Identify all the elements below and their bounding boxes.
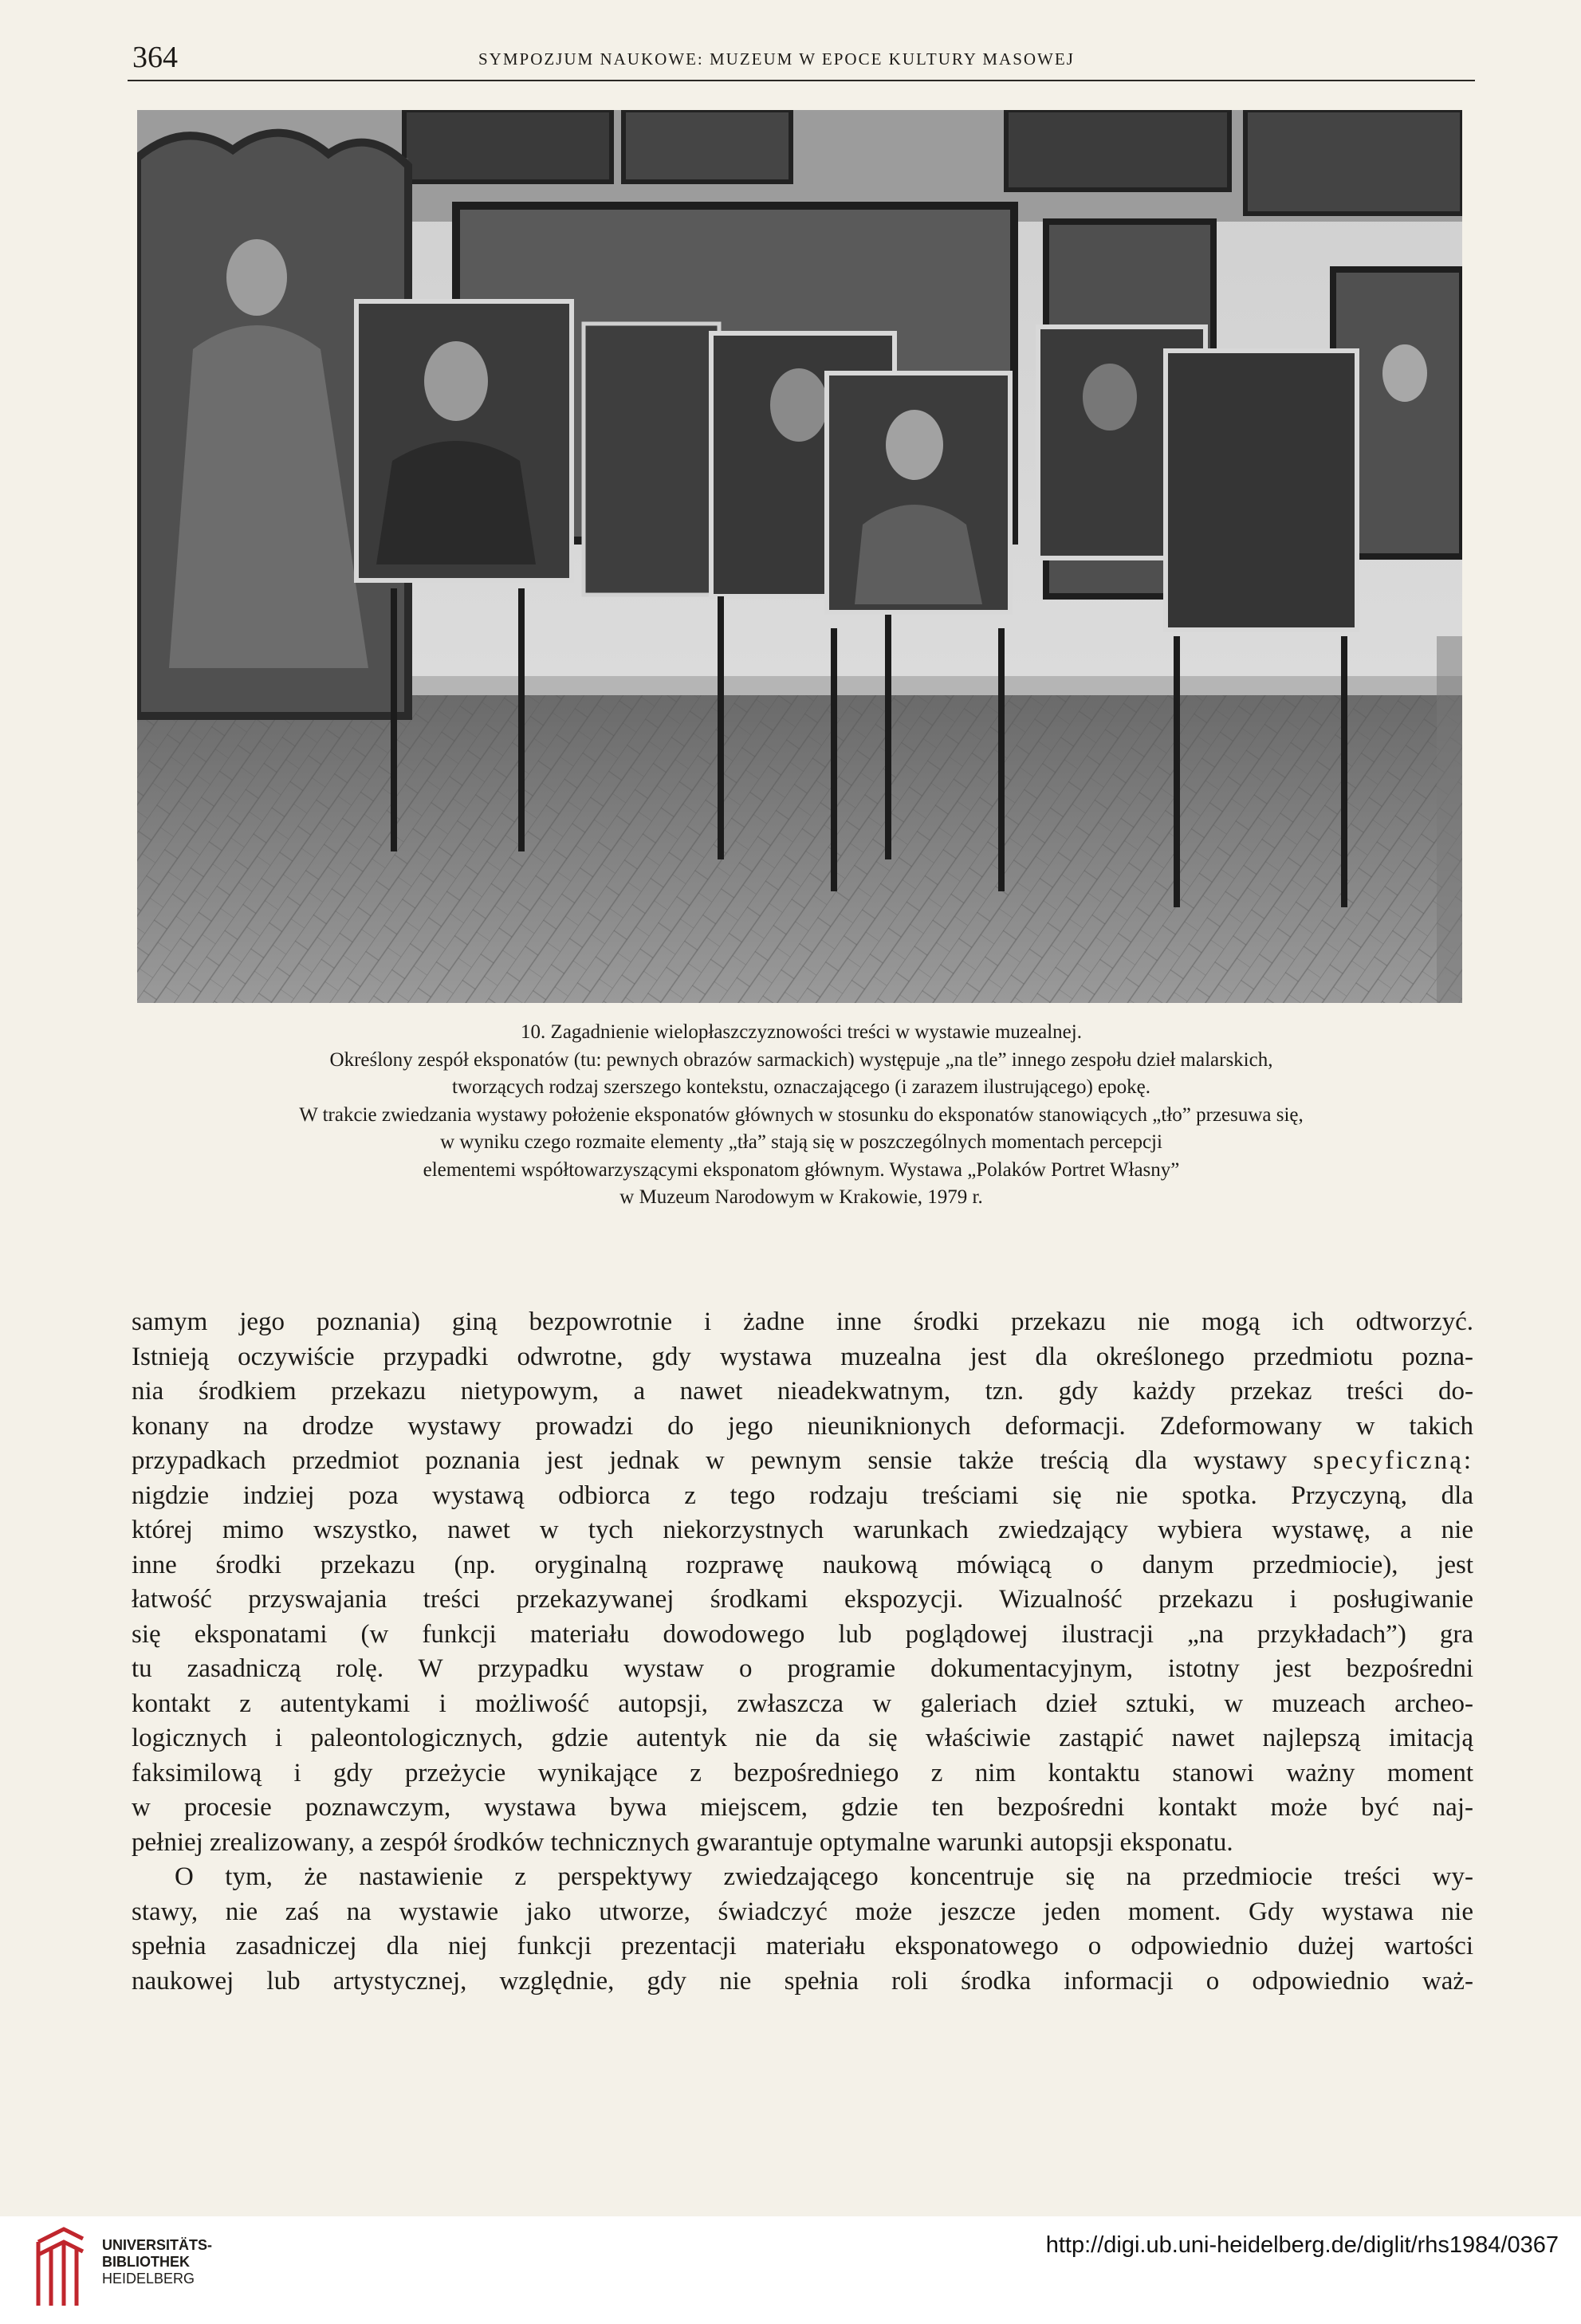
- caption-line: W trakcie zwiedzania wystawy położenie eksponatów głównych w stosunku do eksponatów stanowiących „tło” przesuwa się,: [299, 1103, 1304, 1126]
- body-line: nia środkiem przekazu nietypowym, a nawet nieadekwatnym, tzn. gdy każdy przekaz treści do-: [132, 1377, 1473, 1406]
- page-header: [128, 38, 1475, 81]
- emphasized-word: specyficzną:: [1313, 1446, 1473, 1475]
- caption-line: Określony zespół eksponatów (tu: pewnych obrazów sarmackich) występuje „na tle” innego zespołu dzieł malarskich,: [329, 1048, 1273, 1071]
- caption-line: w Muzeum Narodowym w Krakowie, 1979 r.: [619, 1186, 983, 1208]
- body-line: naukowej lub artystycznej, względnie, gdy nie spełnia roli środka informacji o odpowiednio waż-: [132, 1966, 1473, 1996]
- body-line: inne środki przekazu (np. oryginalną rozprawę naukową mówiącą o danym przedmiocie), jest: [132, 1550, 1473, 1579]
- body-line: kontakt z autentykami i możliwość autopsji, zwłaszcza w galeriach dzieł sztuki, w muzeach archeo-: [132, 1689, 1473, 1718]
- figure-caption: [128, 1019, 1475, 1212]
- running-head: SYMPOZJUM NAUKOWE: MUZEUM W EPOCE KULTURY MASOWEJ: [478, 49, 1075, 69]
- library-name: [102, 2237, 212, 2287]
- body-line: której mimo wszystko, nawet w tych niekorzystnych warunkach zwiedzający wybiera wystawę, a nie: [132, 1516, 1473, 1544]
- museum-photograph: [137, 110, 1462, 1003]
- photo-museum-portrait-gallery: [137, 110, 1462, 1003]
- digitization-footer: [0, 2216, 1581, 2324]
- caption-line: tworzących rodzaj szerszego kontekstu, oznaczającego (i zarazem ilustrującego) epokę.: [452, 1076, 1150, 1098]
- library-name-line: UNIVERSITÄTS-: [102, 2237, 213, 2253]
- body-line: konany na drodze wystawy prowadzi do jego nieuniknionych deformacji. Zdeformowany w takich: [132, 1411, 1473, 1441]
- body-line: nigdzie indziej poza wystawą odbiorca z tego rodzaju treściami się nie spotka. Przyczyną, dla: [132, 1481, 1473, 1510]
- page-number: 364: [132, 41, 178, 74]
- body-line: się eksponatami (w funkcji materiału dowodowego lub poglądowej ilustracji „na przykładach”) gra: [132, 1619, 1473, 1649]
- body-line: samym jego poznania) giną bezpowrotnie i żadne inne środki przekazu nie mogą ich odtworzyć.: [132, 1307, 1473, 1336]
- body-line: faksimilową i gdy przeżycie wynikające z bezpośredniego z nim kontaktu stanowi ważny moment: [132, 1758, 1473, 1787]
- caption-line: 10. Zagadnienie wielopłaszczyznowości treści w wystawie muzealnej.: [521, 1021, 1082, 1043]
- body-line-part: przypadkach przedmiot poznania jest jednak w pewnym sensie także treścią dla wystawy: [132, 1446, 1288, 1475]
- body-line: O tym, że nastawienie z perspektywy zwiedzającego koncentruje się na przedmiocie treści wy-: [175, 1862, 1473, 1891]
- body-line: tu zasadniczą rolę. W przypadku wystaw o programie dokumentacyjnym, istotny jest bezpośredni: [132, 1654, 1473, 1683]
- body-line: stawy, nie zaś na wystawie jako utworze, świadczyć może jeszcze jeden moment. Gdy wystawa nie: [132, 1897, 1473, 1926]
- body-text: [132, 1305, 1473, 1999]
- body-line: spełnia zasadniczej dla niej funkcji prezentacji materiału eksponatowego o odpowiednio dużej wartości: [132, 1932, 1473, 1960]
- body-line: Istnieją oczywiście przypadki odwrotne, gdy wystawa muzealna jest dla określonego przedmiotu pozna-: [132, 1342, 1473, 1371]
- caption-line: elementemi współtowarzyszącymi eksponatom głównym. Wystawa „Polaków Portret Własny”: [423, 1158, 1180, 1181]
- easel-painting: [584, 324, 719, 595]
- library-name-line: HEIDELBERG: [102, 2271, 195, 2287]
- permalink-url[interactable]: http://digi.ub.uni-heidelberg.de/diglit/rhs1984/0367: [1045, 2232, 1559, 2258]
- body-line: [132, 1444, 1473, 1479]
- body-line: łatwość przyswajania treści przekazywanej środkami ekspozycji. Wizualność przekazu i posługiwanie: [132, 1585, 1473, 1614]
- body-line: w procesie poznawczym, wystawa bywa miejscem, gdzie ten bezpośredni kontakt może być naj-: [132, 1793, 1473, 1822]
- ub-heidelberg-logo-icon: [32, 2226, 89, 2312]
- body-line: logicznych i paleontologicznych, gdzie autentyk nie da się właściwie zastąpić nawet najlepszą imitacją: [132, 1724, 1473, 1752]
- body-line: pełniej zrealizowany, a zespół środków technicznych gwarantuje optymalne warunki autopsji eksponatu.: [132, 1827, 1233, 1857]
- library-name-line: BIBLIOTHEK: [102, 2254, 190, 2270]
- caption-line: w wyniku czego rozmaite elementy „tła” stają się w poszczególnych momentach percepcji: [440, 1131, 1162, 1153]
